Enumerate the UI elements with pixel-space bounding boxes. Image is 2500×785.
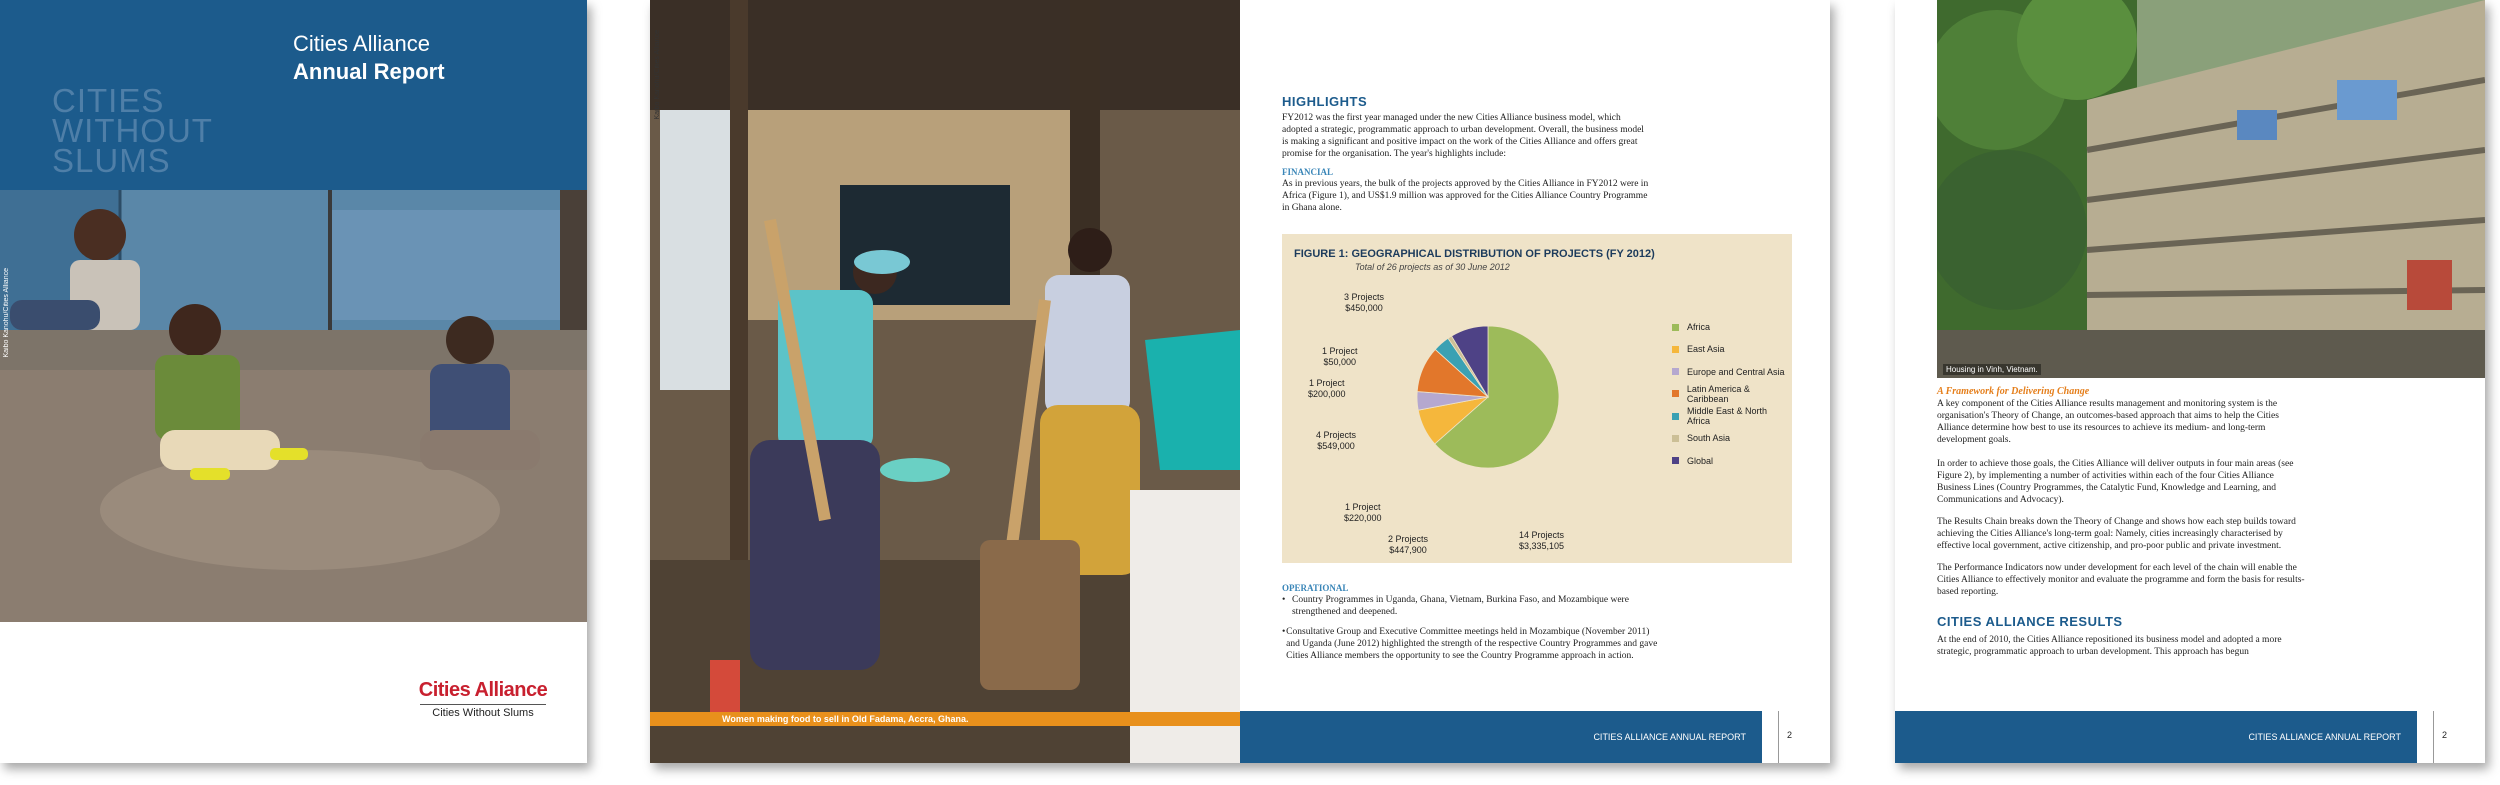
watermark-line: CITIES	[52, 82, 165, 119]
slice-label-amount: $200,000	[1308, 389, 1346, 399]
highlights-paragraph: FY2012 was the first year managed under the new Cities Alliance business model, which adopted a strategic, programmatic approach to urban development. Overall, the business model is making a significant and positive impact on the work of the Cities Alliance and offers great promise for the organisation. The year's highlights include:	[1282, 113, 1644, 159]
logo-name: Cities Alliance	[418, 679, 548, 701]
operational-heading: OPERATIONAL	[1282, 583, 1349, 593]
housing-photo-illustration	[1937, 0, 2485, 378]
legend-swatch	[1672, 346, 1679, 353]
legend-item	[1672, 383, 1792, 404]
spread-footer-bar: CITIES ALLIANCE ANNUAL REPORT	[1240, 711, 1762, 763]
legend-swatch	[1672, 324, 1679, 331]
slice-label-projects: 1 Project	[1309, 378, 1345, 388]
slice-label-europe-central-asia	[1344, 502, 1382, 524]
legend-label: Middle East & North Africa	[1687, 406, 1768, 427]
legend-label: Europe and Central Asia	[1687, 366, 1785, 377]
page-number-divider	[2433, 711, 2434, 763]
page3-footer-bar: CITIES ALLIANCE ANNUAL REPORT	[1895, 711, 2417, 763]
financial-paragraph: As in previous years, the bulk of the projects approved by the Cities Alliance in FY2012 were in Africa (Figure 1), and US$1.9 million was approved for the Cities Alliance Country Programme in Ghana alone.	[1282, 179, 1649, 213]
operational-bullet	[1282, 594, 1662, 618]
slice-label-africa	[1519, 530, 1564, 552]
framework-section	[1937, 386, 2307, 598]
figure-1-box	[1282, 234, 1792, 563]
legend-label: Latin America & Caribbean	[1686, 383, 1750, 404]
watermark-line: SLUMS	[52, 142, 171, 179]
legend-swatch	[1672, 435, 1679, 442]
page-number: 2	[1787, 730, 1793, 740]
cover-photo-illustration	[0, 190, 587, 622]
cover-title-line1: Cities Alliance	[293, 31, 430, 56]
bullet-text: Consultative Group and Executive Committee meetings held in Mozambique (November 2011) and Uganda (June 2012) highlighted the strength of the respective Country Programmes and gave Cities Alliance members the opportunity to see the Country Programme approach in action.	[1286, 627, 1658, 661]
slice-label-amount: $3,335,105	[1519, 541, 1565, 551]
legend-label: East Asia	[1687, 344, 1725, 355]
slice-label-amount: $549,000	[1317, 441, 1355, 451]
slice-label-projects: 3 Projects	[1344, 292, 1385, 302]
legend-swatch	[1672, 457, 1679, 464]
legend-swatch	[1672, 368, 1679, 375]
spread-photo-caption: Women making food to sell in Old Fadama, Accra, Ghana.	[650, 712, 1240, 726]
legend-item	[1672, 365, 1792, 379]
slice-label-projects: 2 Projects	[1388, 534, 1429, 544]
operational-section	[1282, 582, 1662, 662]
slice-label-middle-east	[1308, 378, 1346, 400]
watermark-line: WITHOUT	[52, 112, 213, 149]
figure-subtitle: Total of 26 projects as of 30 June 2012	[1355, 262, 1510, 272]
slice-label-projects: 1 Project	[1322, 346, 1358, 356]
cover-watermark	[52, 82, 213, 179]
bullet-text: Country Programmes in Uganda, Ghana, Vietnam, Burkina Faso, and Mozambique were strengthened and deepened.	[1291, 595, 1629, 617]
results-paragraph: At the end of 2010, the Cities Alliance repositioned its business model and adopted a more strategic, programmatic approach to urban development. This approach has begun	[1937, 635, 2282, 657]
logo-tagline: Cities Without Slums	[432, 707, 534, 719]
financial-heading: FINANCIAL	[1282, 167, 1334, 177]
slice-label-projects: 1 Project	[1345, 502, 1381, 512]
slice-label-amount: $220,000	[1344, 513, 1382, 523]
bullet-marker: •	[1282, 595, 1286, 605]
report-spread	[650, 0, 1830, 763]
slice-label-amount: $450,000	[1345, 303, 1383, 313]
slice-label-amount: $50,000	[1323, 357, 1357, 367]
cover-title	[293, 30, 445, 86]
spread-photo-credit: Kaibo Kanohu/Cities Alliance	[654, 30, 661, 120]
framework-para-3: The Results Chain breaks down the Theory of Change and shows how each step builds toward achieving the Cities Alliance's long-term goal: Namely, cities increasingly characterised by effective local government, active citizenship, and pro-poor public and private investment.	[1937, 517, 2296, 551]
cover-photo-credit: Kaibo Kanohu/Cities Alliance	[3, 268, 10, 358]
legend-item	[1672, 454, 1792, 468]
chart-legend	[1672, 320, 1792, 476]
slice-label-projects: 4 Projects	[1316, 430, 1357, 440]
legend-item	[1672, 406, 1792, 427]
page-number: 2	[2442, 730, 2448, 740]
framework-para-1: A key component of the Cities Alliance results management and monitoring system is the organisation's Theory of Change, an outcomes-based approach that aims to help the Cities Alliance determine how best to use its resources to achieve its medium- and long-term development goals.	[1937, 399, 2279, 445]
cover-photo	[0, 190, 587, 622]
legend-item	[1672, 342, 1792, 356]
cover-page	[0, 0, 587, 763]
highlights-heading: HIGHLIGHTS	[1282, 94, 1368, 109]
framework-heading: A Framework for Delivering Change	[1937, 386, 2090, 397]
spread-photo	[650, 0, 1240, 763]
cities-alliance-logo	[416, 679, 550, 719]
slice-label-amount: $447,900	[1389, 545, 1427, 555]
legend-label: Africa	[1687, 322, 1711, 332]
financial-section	[1282, 166, 1652, 214]
slice-label-projects: 14 Projects	[1519, 530, 1565, 540]
results-heading: CITIES ALLIANCE RESULTS	[1937, 614, 2123, 629]
spread-photo-illustration	[650, 0, 1240, 763]
slice-label-east-asia	[1388, 534, 1428, 556]
slice-label-latin-america	[1316, 430, 1356, 452]
slice-label-south-asia	[1322, 346, 1358, 368]
logo-divider	[420, 704, 546, 705]
bullet-marker: •	[1282, 627, 1286, 637]
report-page-right	[1895, 0, 2485, 763]
legend-label: Global	[1687, 455, 1714, 466]
legend-swatch	[1672, 390, 1679, 397]
housing-photo-caption: Housing in Vinh, Vietnam.	[1943, 364, 2041, 375]
cover-title-line2: Annual Report	[293, 59, 445, 84]
legend-swatch	[1672, 413, 1679, 420]
operational-bullet	[1282, 626, 1662, 662]
legend-item	[1672, 431, 1792, 445]
page-number-divider	[1778, 711, 1779, 763]
legend-item	[1672, 320, 1792, 334]
figure-title: FIGURE 1: GEOGRAPHICAL DISTRIBUTION OF PROJECTS (FY 2012)	[1294, 248, 1655, 260]
legend-label: South Asia	[1687, 433, 1731, 444]
slice-label-global	[1344, 292, 1384, 314]
framework-para-2: In order to achieve those goals, the Cities Alliance will deliver outputs in four main areas (see Figure 2), by implementing a number of activities within each of the four Cities Alliance Business Lines (Country Programmes, the Catalytic Fund, Knowledge and Learning, and Communications and Advocacy).	[1937, 459, 2294, 505]
framework-para-4: The Performance Indicators now under development for each level of the chain will enable the Cities Alliance to effectively monitor and evaluate the programme and form the basis for results-based reporting.	[1937, 563, 2305, 597]
housing-photo	[1937, 0, 2485, 378]
